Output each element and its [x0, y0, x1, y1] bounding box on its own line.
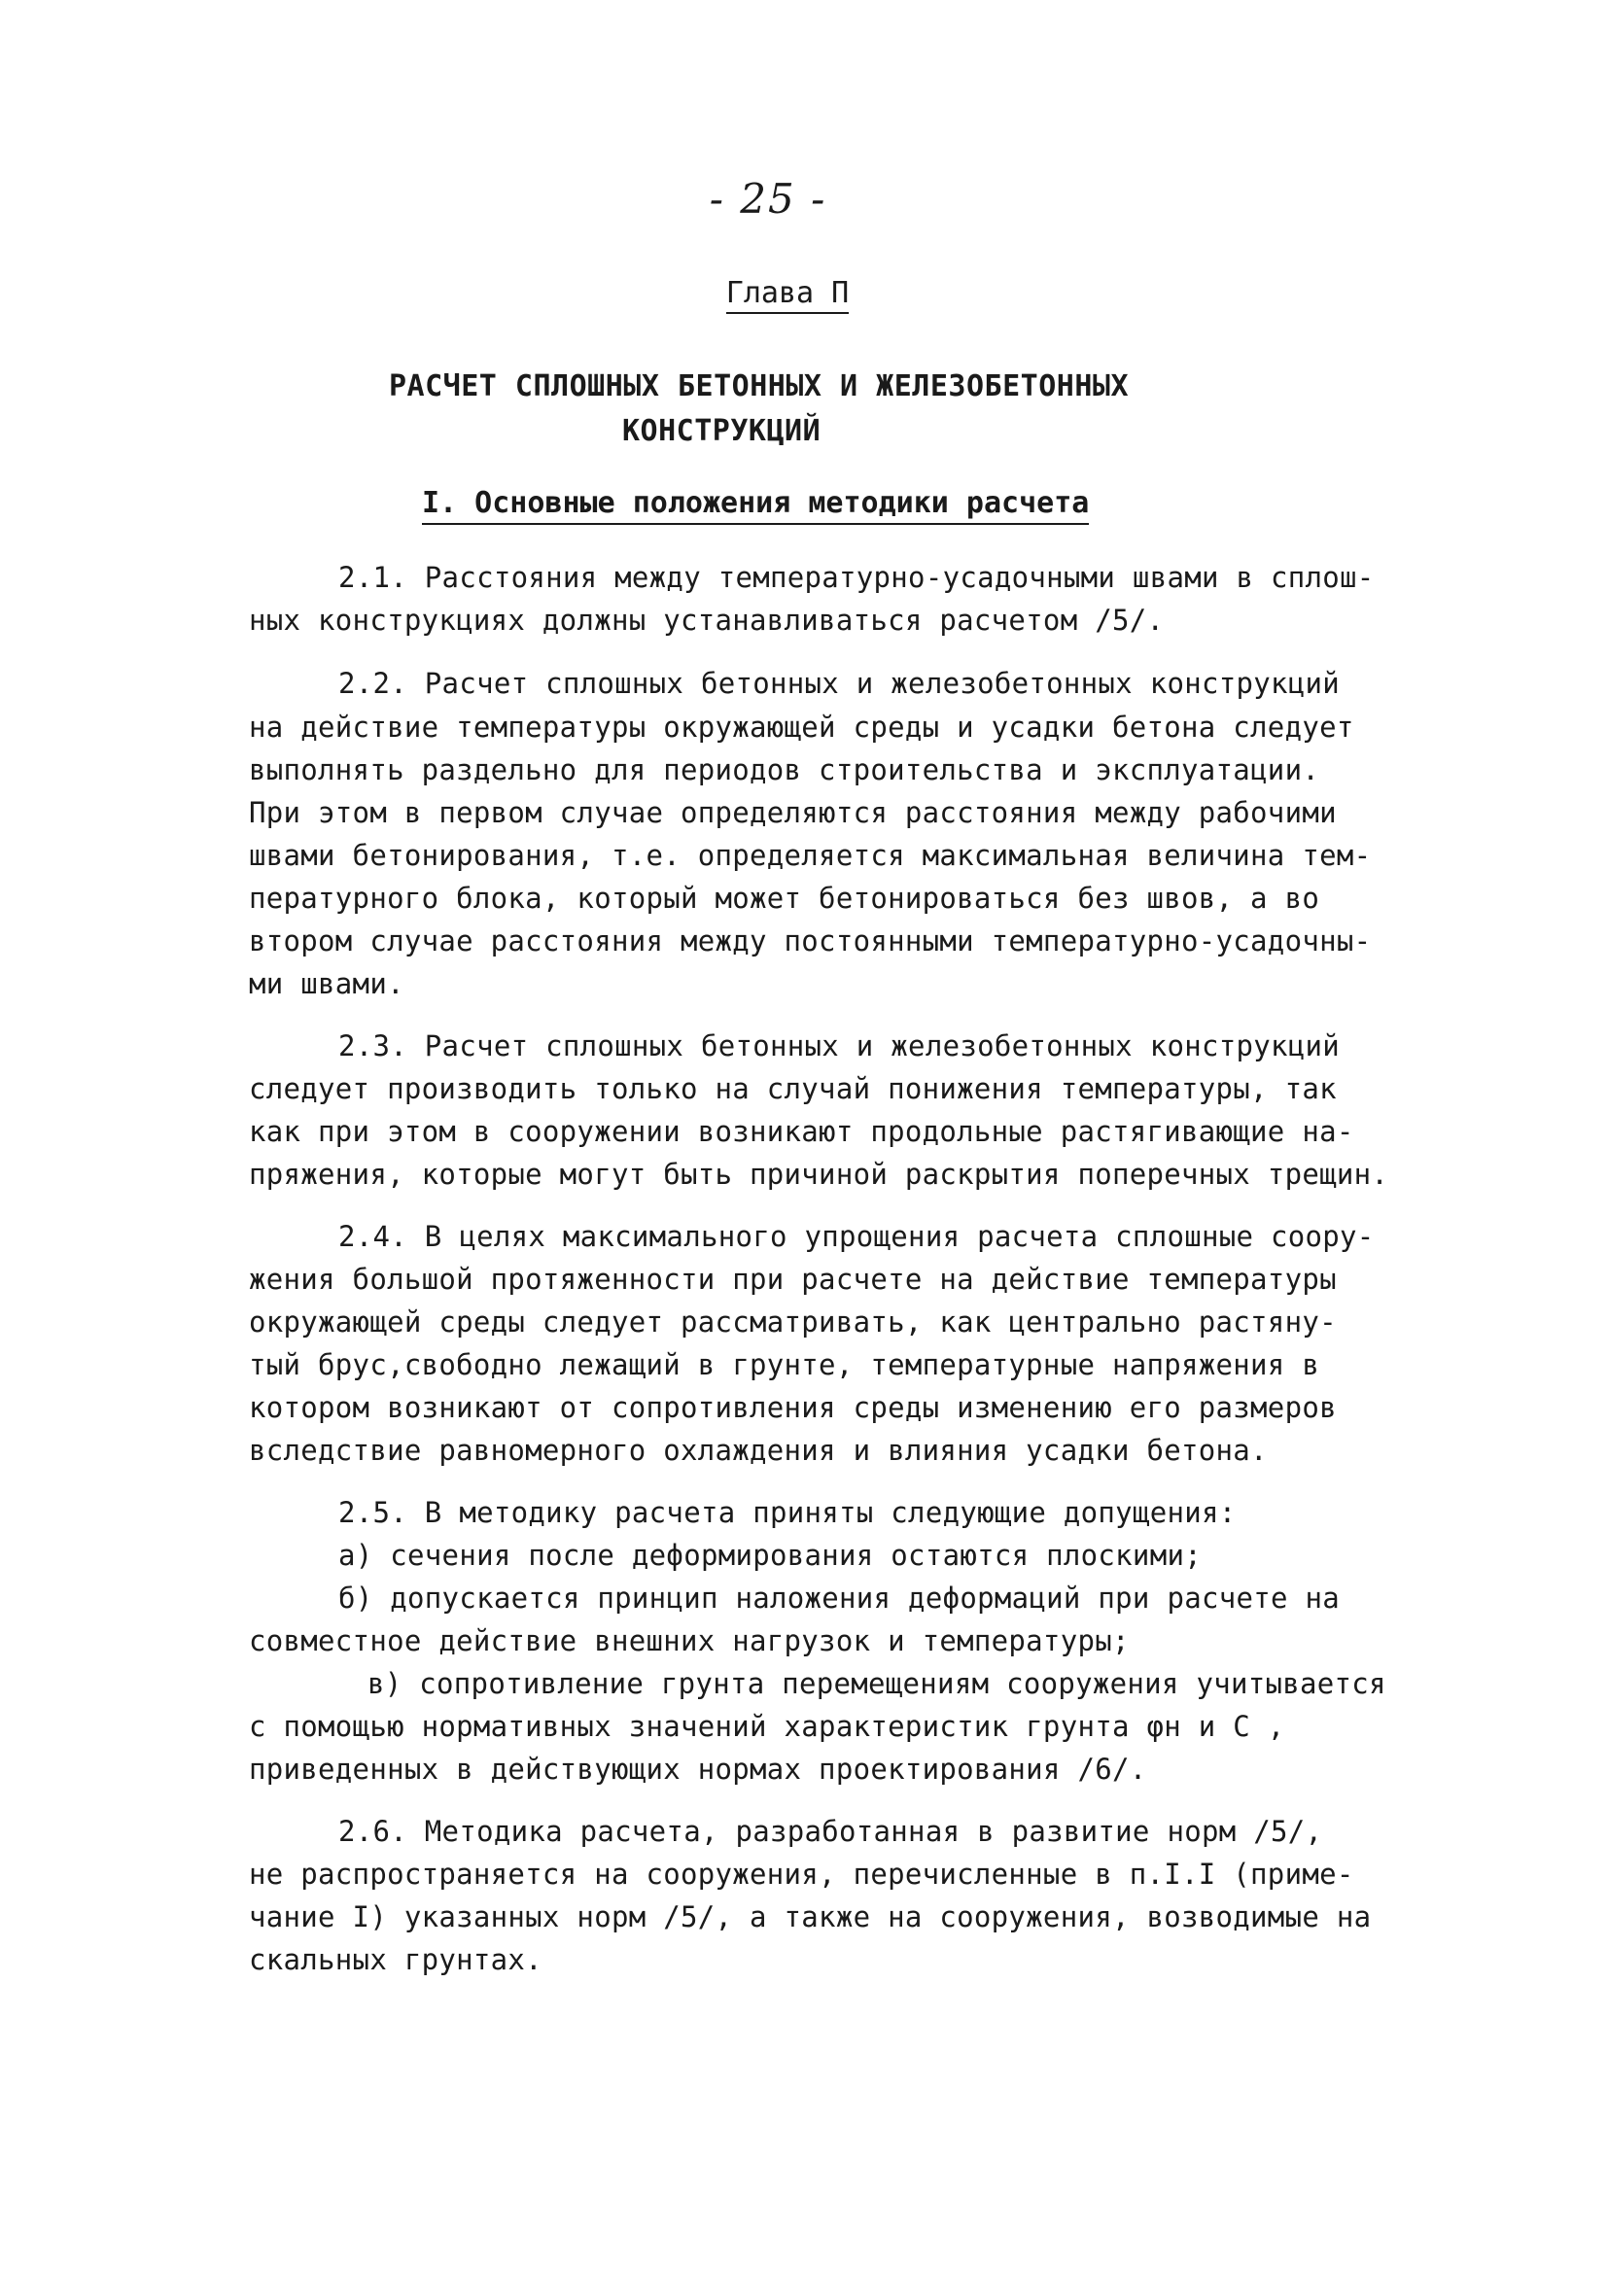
text-line: котором возникают от сопротивления среды изменению его размеров — [249, 1391, 1337, 1424]
text-line: на действие температуры окружающей среды и усадки бетона следует — [249, 711, 1354, 744]
title-line-2: КОНСТРУКЦИЙ — [622, 414, 821, 448]
chapter-heading-text: Глава П — [726, 276, 849, 314]
text-line: 2.4. В целях максимального упрощения расчета сплошные соору- — [338, 1220, 1375, 1253]
text-line: 2.6. Методика расчета, разработанная в развитие норм /5/, — [338, 1815, 1323, 1848]
text-line: выполнять раздельно для периодов строительства и эксплуатации. — [249, 753, 1320, 786]
text-line: чание I) указанных норм /5/, а также на сооружения, возводимые на — [249, 1900, 1372, 1933]
text-line: тый брус,свободно лежащий в грунте, температурные напряжения в — [249, 1348, 1320, 1381]
text-line: б) допускается принцип наложения деформаций при расчете на — [338, 1582, 1341, 1615]
text-line: не распространяется на сооружения, перечисленные в п.I.I (приме- — [249, 1858, 1354, 1891]
text-line: 2.3. Расчет сплошных бетонных и железобетонных конструкций — [338, 1029, 1341, 1062]
title-line-1: РАСЧЕТ СПЛОШНЫХ БЕТОННЫХ И ЖЕЛЕЗОБЕТОННЫХ — [389, 369, 1130, 403]
text-line: пературного блока, который может бетонироваться без швов, а во — [249, 882, 1320, 915]
text-line: в) сопротивление грунта перемещениям сооружения учитывается — [367, 1667, 1386, 1700]
text-line: следует производить только на случай понижения температуры, так — [249, 1072, 1337, 1105]
text-line: швами бетонирования, т.е. определяется максимальная величина тем- — [249, 839, 1372, 872]
chapter-heading — [603, 276, 972, 310]
text-line: 2.1. Расстояния между температурно-усадочными швами в сплош- — [338, 561, 1375, 594]
text-line: пряжения, которые могут быть причиной раскрытия поперечных трещин. — [249, 1158, 1389, 1191]
text-line: приведенных в действующих нормах проектирования /6/. — [249, 1753, 1147, 1786]
text-line: а) сечения после деформирования остаются плоскими; — [338, 1539, 1202, 1572]
section-heading-text: I. Основные положения методики расчета — [422, 486, 1089, 525]
text-line: При этом в первом случае определяются расстояния между рабочими — [249, 796, 1337, 829]
text-line: окружающей среды следует рассматривать, как центрально растяну- — [249, 1305, 1337, 1339]
text-line: жения большой протяженности при расчете на действие температуры — [249, 1263, 1337, 1296]
page-number: - 25 - — [709, 175, 827, 223]
section-heading — [422, 486, 1089, 520]
text-line: скальных грунтах. — [249, 1943, 542, 1976]
text-line: совместное действие внешних нагрузок и температуры; — [249, 1624, 1130, 1657]
text-line: с помощью нормативных значений характеристик грунта φн и С , — [249, 1710, 1285, 1743]
text-line: втором случае расстояния между постоянными температурно-усадочны- — [249, 924, 1372, 957]
text-line: как при этом в сооружении возникают продольные растягивающие на- — [249, 1115, 1354, 1148]
text-line: ных конструкциях должны устанавливаться расчетом /5/. — [249, 604, 1165, 637]
text-line: вследствие равномерного охлаждения и влияния усадки бетона. — [249, 1434, 1268, 1467]
text-line: 2.2. Расчет сплошных бетонных и железобетонных конструкций — [338, 667, 1341, 700]
text-line: ми швами. — [249, 967, 404, 1000]
text-line: 2.5. В методику расчета приняты следующие допущения: — [338, 1496, 1237, 1529]
